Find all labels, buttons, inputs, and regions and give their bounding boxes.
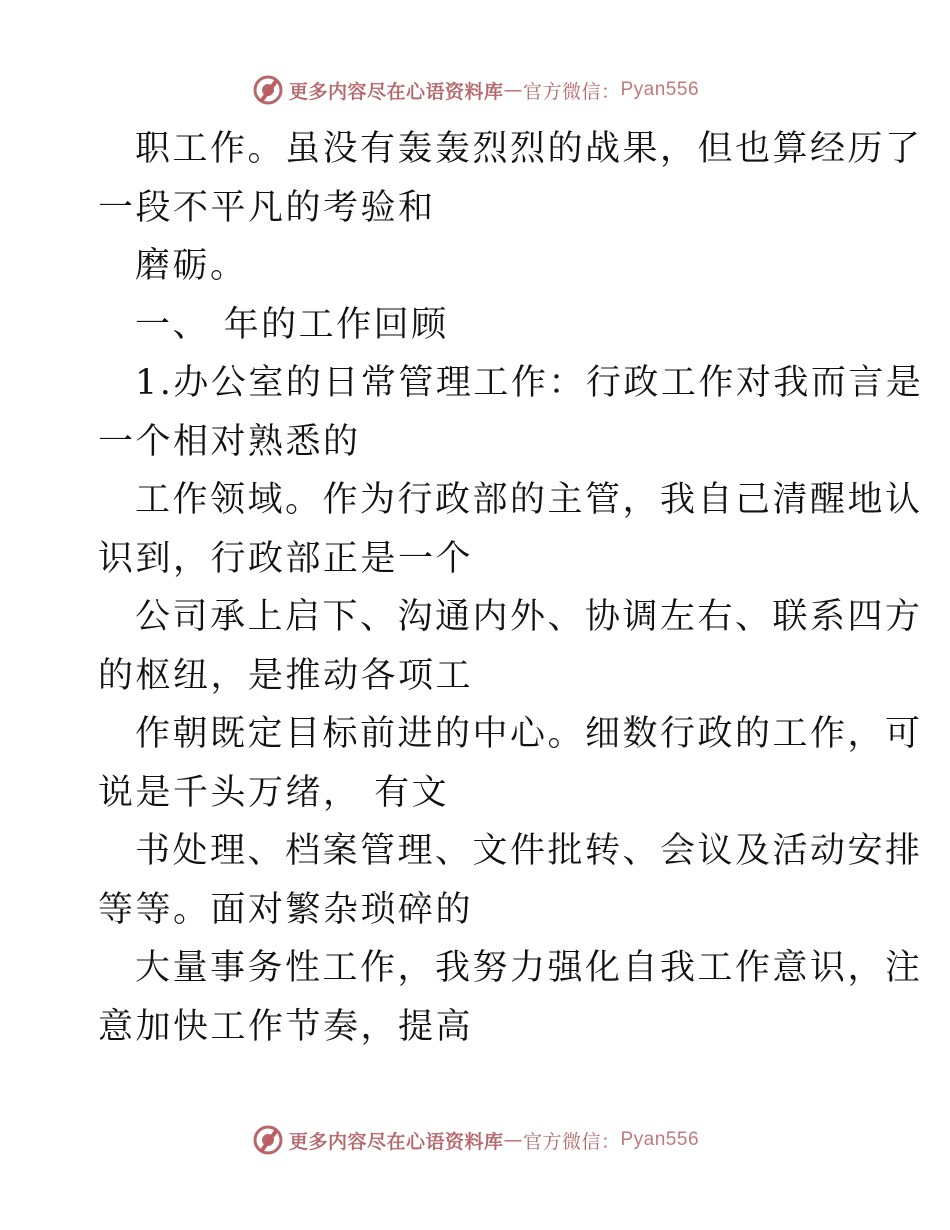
paragraph-line: 一个相对熟悉的 [98,421,361,462]
paragraph [98,237,858,296]
watermark-id: Pyan556 [620,1129,700,1150]
paragraph-line: 等等。面对繁杂琐碎的 [98,889,474,930]
paragraph-line: 工作领域。作为行政部的主管，我自己清醒地认 [135,480,923,520]
paragraph-line: 职工作。虽没有轰轰烈烈的战果，但也算经历了 [135,129,923,169]
paragraph [98,471,923,588]
quill-circle-logo-icon [251,1123,285,1157]
paragraph-line: 书处理、档案管理、文件批转、会议及活动安排 [135,831,923,871]
paragraph-line: 说是千头万绪， 有文 [98,772,450,813]
watermark-sub-text: 官方微信： [522,80,621,103]
paragraph-line: 的枢纽，是推动各项工 [98,655,474,696]
paragraph [98,588,923,705]
watermark-footer [0,1120,950,1160]
paragraph [98,939,923,1056]
watermark-sub-text: 官方微信： [522,1130,621,1153]
paragraph-line: 大量事务性工作，我努力强化自我工作意识，注 [135,948,923,988]
paragraph-line: 一段不平凡的考验和 [98,187,436,228]
watermark-dash: — [503,1129,523,1151]
paragraph-line: 识到，行政部正是一个 [98,538,474,579]
paragraph [98,822,923,939]
paragraph [98,120,923,237]
watermark-header [0,70,950,110]
paragraph-line: 一、 年的工作回顾 [135,304,449,345]
paragraph-line: 1.办公室的日常管理工作：行政工作对我而言是 [135,363,924,403]
paragraph [98,705,923,822]
paragraph-line: 作朝既定目标前进的中心。细数行政的工作，可 [135,714,923,754]
watermark-main-text: 更多内容尽在心语资料库 [288,80,504,103]
paragraph-line: 意加快工作节奏，提高 [98,1006,474,1047]
watermark-main-text: 更多内容尽在心语资料库 [288,1130,504,1153]
watermark-dash: — [503,79,523,101]
paragraph-line: 磨砺。 [135,246,248,286]
watermark-id: Pyan556 [620,79,700,100]
paragraph-line: 公司承上启下、沟通内外、协调左右、联系四方 [135,597,923,637]
quill-circle-logo-icon [251,73,285,107]
paragraph [98,296,858,355]
document-body [98,120,924,1056]
paragraph [98,354,924,471]
